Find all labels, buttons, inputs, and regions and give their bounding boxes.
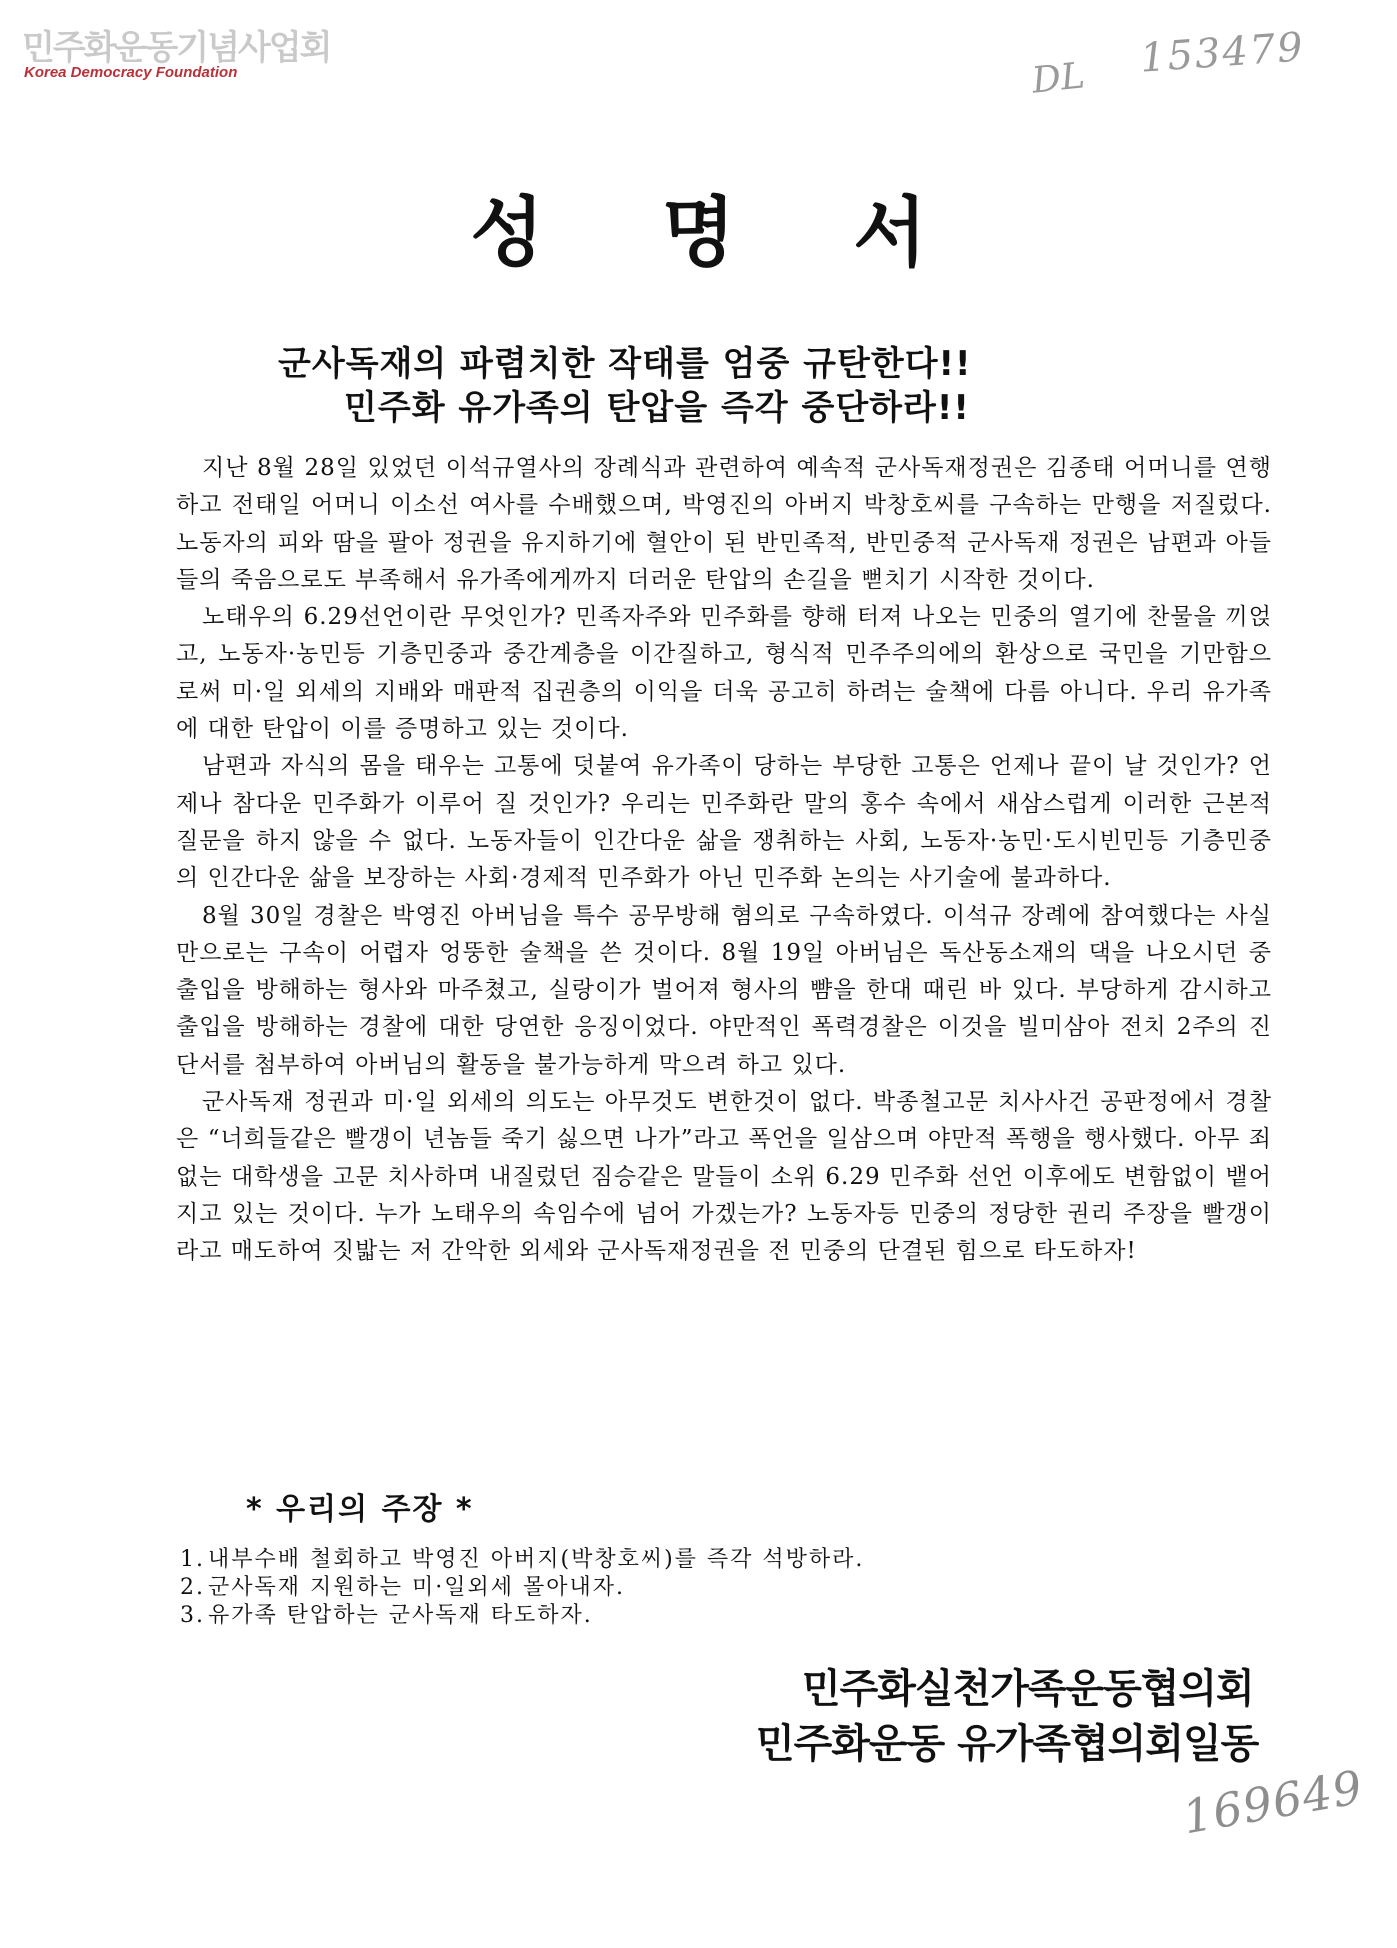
claims-title: * 우리의 주장 *	[246, 1492, 474, 1527]
claim-text: 내부수배 철회하고 박영진 아버지(박창호씨)를 즉각 석방하라.	[208, 1547, 865, 1572]
handwritten-number-top: 153479	[1138, 24, 1307, 82]
signature-organization-1: 민주화실천가족운동협의회	[802, 1666, 1254, 1712]
headline-1: 군사독재의 파렴치한 작태를 엄중 규탄한다!!	[278, 344, 972, 384]
paragraph-1: 지난 8월 28일 있었던 이석규열사의 장례식과 관련하여 예속적 군사독재정권은 김종태 어머니를 연행하고 전태일 어머니 이소선 여사를 수배했으며, 박영진의 아버지 박창호씨를 구속하는 만행을 저질렀다. 노동자의 피와 땀을 팔아 정권을 유지하기에 혈안이 된 반민족적, 반민중적 군사독재 정권은 남편과 아들들의 죽음으로도 부족해서 유가족에게까지 더러운 탄압의 손길을 뻗치기 시작한 것이다.	[176, 455, 1272, 593]
claim-number: 3.	[180, 1603, 205, 1628]
claim-text: 군사독재 지원하는 미·일외세 몰아내자.	[208, 1575, 625, 1600]
headline-2: 민주화 유가족의 탄압을 즉각 중단하라!!	[344, 388, 970, 428]
document-title: 성명서	[470, 188, 1045, 277]
claim-item	[180, 1546, 864, 1574]
signature-organization-2: 민주화운동 유가족협의회일동	[756, 1721, 1259, 1767]
logo-english: Korea Democracy Foundation	[24, 64, 238, 81]
claim-item	[180, 1574, 864, 1602]
claim-number: 2.	[180, 1575, 205, 1600]
paragraph-5: 군사독재 정권과 미·일 외세의 의도는 아무것도 변한것이 없다. 박종철고문 치사사건 공판정에서 경찰은 “너희들같은 빨갱이 년놈들 죽기 싫으면 나가”라고 폭언을 일삼으며 야만적 폭행을 행사했다. 아무 죄 없는 대학생을 고문 치사하며 내질렀던 짐승같은 말들이 소위 6.29 민주화 선언 이후에도 변함없이 뱉어지고 있는 것이다. 누가 노태우의 속임수에 넘어 가겠는가? 노동자등 민중의 정당한 권리 주장을 빨갱이라고 매도하여 짓밟는 저 간악한 외세와 군사독재정권을 전 민중의 단결된 힘으로 타도하자!	[176, 1089, 1272, 1265]
paragraph-2: 노태우의 6.29선언이란 무엇인가? 민족자주와 민주화를 향해 터져 나오는 민중의 열기에 찬물을 끼얹고, 노동자·농민등 기층민중과 중간계층을 이간질하고, 형식적 민주주의에의 환상으로 국민을 기만함으로써 미·일 외세의 지배와 매판적 집권층의 이익을 더욱 공고히 하려는 술책에 다름 아니다. 우리 유가족에 대한 탄압이 이를 증명하고 있는 것이다.	[176, 604, 1272, 743]
claim-number: 1.	[180, 1547, 205, 1572]
claims-list	[180, 1546, 864, 1630]
paragraph-3: 남편과 자식의 몸을 태우는 고통에 덧붙여 유가족이 당하는 부당한 고통은 언제나 끝이 날 것인가? 언제나 참다운 민주화가 이루어 질 것인가? 우리는 민주화란 말의 홍수 속에서 새삼스럽게 이러한 근본적 질문을 하지 않을 수 없다. 노동자들이 인간다운 삶을 쟁취하는 사회, 노동자·농민·도시빈민등 기층민중의 인간다운 삶을 보장하는 사회·경제적 민주화가 아닌 민주화 논의는 사기술에 불과하다.	[176, 753, 1272, 892]
statement-body	[176, 450, 1272, 1271]
claim-item	[180, 1602, 864, 1630]
handwritten-code: DL	[1030, 55, 1087, 102]
handwritten-number-bottom: 169649	[1178, 1759, 1367, 1845]
paragraph-4: 8월 30일 경찰은 박영진 아버님을 특수 공무방해 혐의로 구속하였다. 이석규 장례에 참여했다는 사실만으로는 구속이 어렵자 엉뚱한 술책을 쓴 것이다. 8월 19일 아버님은 독산동소재의 댁을 나오시던 중 출입을 방해하는 형사와 마주쳤고, 실랑이가 벌어져 형사의 뺨을 한대 때린 바 있다. 부당하게 감시하고 출입을 방해하는 경찰에 대한 당연한 응징이었다. 야만적인 폭력경찰은 이것을 빌미삼아 전치 2주의 진단서를 첨부하여 아버님의 활동을 불가능하게 막으려 하고 있다.	[176, 902, 1272, 1078]
logo-korean: 민주화운동기념사업회	[22, 28, 331, 68]
claim-text: 유가족 탄압하는 군사독재 타도하자.	[208, 1603, 593, 1628]
